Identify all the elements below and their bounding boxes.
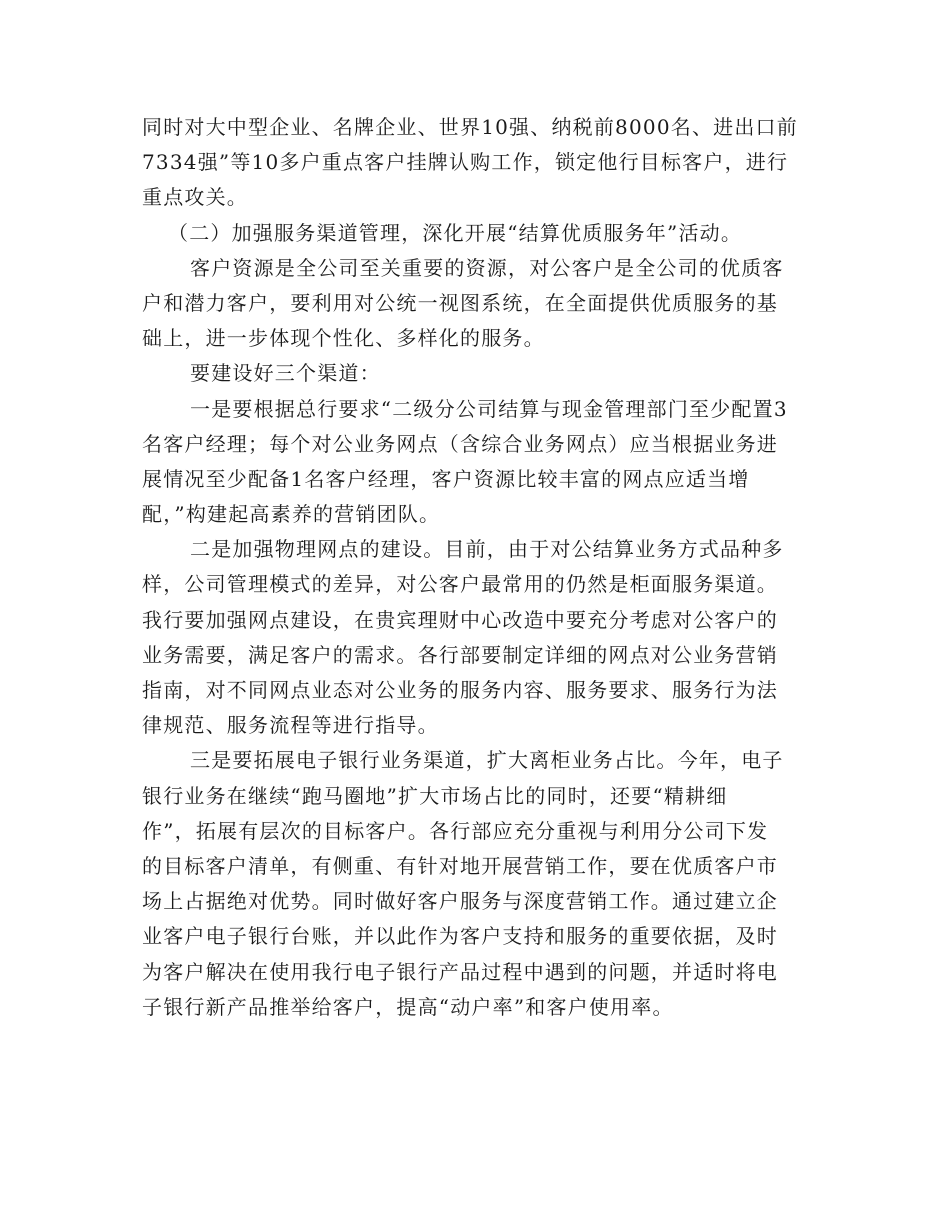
text-line: 我行要加强网点建设，在贵宾理财中心改造中要充分考虑对公客户的 xyxy=(142,607,778,632)
text-line: 配，”构建起高素养的营销团队。 xyxy=(142,502,441,527)
text-line: 的目标客户清单，有侧重、有针对地开展营销工作，要在优质客户市 xyxy=(142,853,778,878)
text-line: 同时对大中型企业、名牌企业、世界10强、纳税前8000名、进出口前 xyxy=(142,115,798,139)
text-line: 三是要拓展电子银行业务渠道，扩大离柜业务占比。今年，电子 xyxy=(190,748,784,773)
text-line: 名客户经理；每个对公业务网点（含综合业务网点）应当根据业务进 xyxy=(142,431,778,456)
text-line: 二是加强物理网点的建设。目前，由于对公结算业务方式品种多 xyxy=(190,537,784,562)
text-line: 样，公司管理模式的差异，对公客户最常用的仍然是柜面服务渠道。 xyxy=(142,572,778,597)
text-line: 础上，进一步体现个性化、多样化的服务。 xyxy=(142,326,545,351)
text-line: 客户资源是全公司至关重要的资源，对公客户是全公司的优质客 xyxy=(190,255,784,280)
text-line: 场上占据绝对优势。同时做好客户服务与深度营销工作。通过建立企 xyxy=(142,889,778,914)
text-line: 一是要根据总行要求“二级分公司结算与现金管理部门至少配置3 xyxy=(190,396,788,421)
text-line: 业务需要，满足客户的需求。各行部要制定详细的网点对公业务营销 xyxy=(142,642,778,667)
text-line: 作”，拓展有层次的目标客户。各行部应充分重视与利用分公司下发 xyxy=(142,818,769,843)
text-line: 要建设好三个渠道： xyxy=(190,361,381,386)
text-line: 银行业务在继续“跑马圈地”扩大市场占比的同时，还要“精耕细 xyxy=(142,783,728,808)
document-body xyxy=(142,110,814,1025)
text-line: 展情况至少配备1名客户经理，客户资源比较丰富的网点应适当增 xyxy=(142,466,750,491)
section-heading: （二）加强服务渠道管理，深化开展“结算优质服务年”活动。 xyxy=(168,220,743,245)
text-line: 指南，对不同网点业态对公业务的服务内容、服务要求、服务行为法 xyxy=(142,678,778,702)
text-line: 7334强”等10多户重点客户挂牌认购工作，锁定他行目标客户，进行 xyxy=(142,150,789,175)
text-line: 户和潜力客户，要利用对公统一视图系统，在全面提供优质服务的基 xyxy=(142,290,778,315)
text-line: 律规范、服务流程等进行指导。 xyxy=(142,713,439,738)
text-line: 重点攻关。 xyxy=(142,185,248,210)
text-line: 业客户电子银行台账，并以此作为客户支持和服务的重要依据，及时 xyxy=(142,924,778,949)
text-line: 为客户解决在使用我行电子银行产品过程中遇到的问题，并适时将电 xyxy=(142,959,778,984)
text-line: 子银行新产品推举给客户，提高“动户率”和客户使用率。 xyxy=(142,994,674,1019)
